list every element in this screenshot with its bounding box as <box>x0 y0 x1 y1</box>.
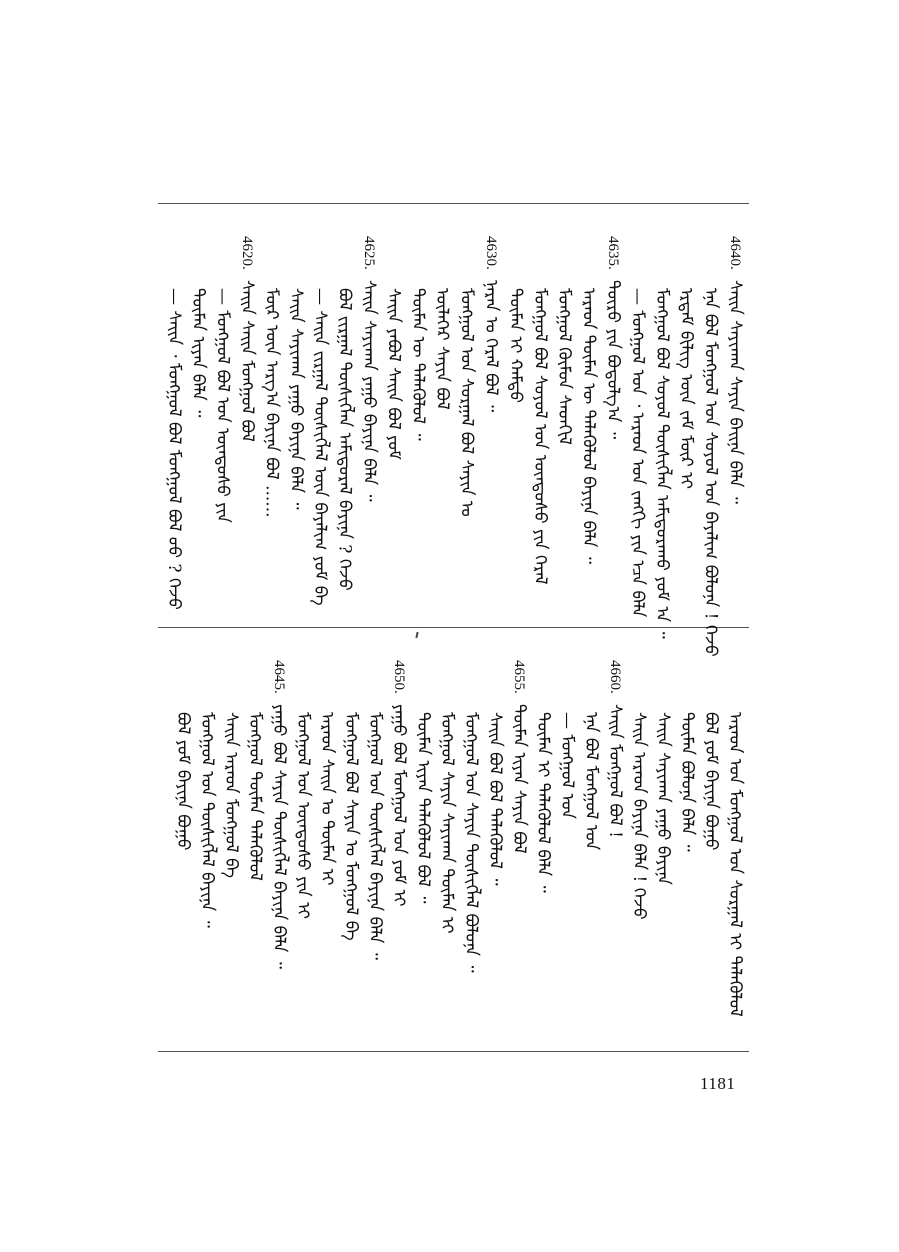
line-text: ᠮᠣᠩᠭᠣᠯ ᠤᠨ ᠰᠠᠶᠢᠨ ᠲᠦᠰᠢᠭᠯᠡᠯ ᠪᠣᠯᠤᠨᠠ ᠃ <box>461 712 481 973</box>
line-text: ᠮᠣᠩᠭᠣᠯ ᠲᠦᠮᠡᠨ ᠲᠡᠯᠡᠭᠦᠯᠦᠯ <box>245 712 265 881</box>
verse-line <box>652 660 674 885</box>
line-text: — ᠮᠣᠩᠭᠣᠯ ᠤᠨ ᠂ ᠠᠷᠠᠳ ᠤᠨ ᠵᠠᠩᠬᠢ ᠶᠢᠨ ᠡᠴᠡ ᠪᠡᠯᠡ <box>627 288 648 618</box>
verse-line <box>456 236 478 517</box>
verse-line <box>316 660 338 886</box>
verse-line <box>358 236 380 501</box>
line-text: ᠰᠠᠢᠨ ᠪᠣᠯ ᠪᠣᠯ ᠲᠡᠯᠡᠭᠦᠯᠦᠯ ᠃ <box>485 712 505 886</box>
line-text: ᠮᠣᠩᠭᠣᠯ ᠤᠨ ᠲᠦᠰᠢᠭᠯᠡᠯ ᠪᠠᠶᠢᠨᠠ ᠃ <box>197 712 217 928</box>
verse-line <box>244 660 266 881</box>
verse-line <box>334 236 356 591</box>
line-text: ᠠᠷᠠᠳ ᠰᠠᠢᠨ ᠤ ᠲᠦᠮᠡᠨ ᠢ <box>317 712 337 886</box>
verse-line <box>292 660 314 919</box>
verse-line <box>484 660 506 886</box>
verse-line <box>163 236 185 610</box>
verse-line <box>700 236 722 657</box>
verse-line <box>187 236 209 417</box>
line-text: ᠪᠣᠯ ᠵᠢᠷᠭᠠᠯ ᠲᠦᠰᠢᠭᠯᠡᠨ ᠠᠮᠢᠳᠤᠷᠠᠯ ᠪᠠᠶᠢᠨᠠ ? ᠭᠡᠵᠦ <box>334 288 355 591</box>
verse-line <box>578 236 600 564</box>
line-text: ᠰᠠᠢᠨ ᠶᠠᠪᠤᠯ ᠰᠠᠢᠨ ᠪᠣᠯ ᠶᠤᠮ <box>383 288 404 460</box>
line-text: ᠦᠯᠡᠬᠡᠷ ᠰᠠᠶᠢᠨ ᠪᠣᠯ <box>432 288 453 410</box>
line-text: ᠲᠦᠮᠡᠨ ᠢᠶᠡᠨ ᠪᠡᠯᠡ ᠃ <box>188 288 209 418</box>
verse-line <box>529 236 551 585</box>
verse-line <box>340 660 362 941</box>
verse-line <box>480 236 502 412</box>
verse-line <box>268 660 290 969</box>
verse-line <box>602 236 624 439</box>
verse-line <box>412 660 434 904</box>
verse-line <box>700 660 722 851</box>
verse-line <box>553 236 575 445</box>
line-text: ᠲᠥᠷᠦ ᠶᠢᠨ ᠪᠣᠳᠣᠯᠭ᠎ᠠ ᠃ <box>603 279 623 439</box>
ink-mark <box>415 632 418 638</box>
line-number: 4655. <box>511 660 527 694</box>
line-text: ᠮᠣᠩᠭᠣᠯ ᠤᠨ ᠦᠨᠳᠦᠰᠦ ᠶᠢᠨ ᠢ <box>293 712 313 919</box>
line-text: ᠰᠠᠢᠨ ᠰᠠᠶᠢᠬᠠᠨ ᠶᠠᠭᠤ ᠪᠠᠶᠢᠨᠠ ᠪᠡᠯᠡ ᠃ <box>285 288 306 510</box>
line-number: 4620. <box>239 236 255 270</box>
verse-line <box>364 660 386 960</box>
line-text: ᠰᠠᠢᠨ ᠠᠷᠠᠳ ᠪᠠᠶᠢᠨᠠ ᠪᠡᠯᠡ ! ᠭᠡᠵᠦ <box>629 712 649 920</box>
line-text: ᠰᠠᠢᠨ ᠰᠠᠶᠢᠬᠠᠨ ᠶᠠᠭᠤ ᠪᠠᠶᠢᠨᠠ ᠪᠡᠯᠡ ᠃ <box>359 279 379 502</box>
line-text: ᠡᠷᠳᠡᠮ ᠪᠢᠯᠢᠭ ᠦᠨ ᠵᠠᠮ ᠮᠥᠷ ᠢ <box>676 288 697 490</box>
bottom-rule <box>158 1051 749 1052</box>
verse-line <box>236 236 258 442</box>
line-text: ᠠᠷᠠᠳ ᠲᠦᠮᠡᠨ ᠦ ᠲᠡᠯᠡᠭᠦᠯᠦᠯ ᠪᠠᠶᠢᠨᠠ ᠪᠡᠯᠡ ᠃ <box>578 288 599 564</box>
verse-line <box>431 236 453 410</box>
line-text: ᠶᠠᠭᠤ ᠪᠣᠯ ᠮᠣᠩᠭᠣᠯ ᠤᠨ ᠶᠤᠮ ᠢ <box>389 703 409 907</box>
verse-line <box>676 660 698 852</box>
line-number: 4625. <box>361 236 377 270</box>
verse-line <box>196 660 218 928</box>
line-text: ᠪᠣᠯ ᠶᠤᠮ ᠪᠠᠶᠢᠨᠠ ᠪᠣᠭᠣ <box>173 712 193 851</box>
verse-line <box>651 236 673 639</box>
verse-line <box>724 236 746 504</box>
top-rule <box>158 203 749 204</box>
verse-line <box>407 236 429 441</box>
line-number: 4650. <box>391 660 407 694</box>
line-number: 4660. <box>607 660 623 694</box>
line-text: — ᠮᠣᠩᠭᠣᠯ ᠤᠨ <box>557 712 577 819</box>
line-text: ᠰᠠᠢᠨ ᠰᠠᠢᠨ ᠮᠣᠩᠭᠣᠯ ᠪᠣᠯ <box>237 279 257 442</box>
verse-line <box>309 236 331 606</box>
verse-line <box>285 236 307 510</box>
line-text: ᠮᠣᠩᠭᠣᠯ ᠪᠣᠯ ᠰᠣᠶᠣᠯ ᠲᠦᠰᠢᠭᠯᠡᠨ ᠠᠮᠢᠳᠤᠷᠠᠬᠤ ᠶᠤᠮ ᠠ ᠃ <box>651 288 672 639</box>
verse-line <box>436 660 458 934</box>
line-text: ᠰᠠᠢᠨ ᠰᠠᠶᠢᠬᠠᠨ ᠰᠠᠶᠢᠨ ᠪᠠᠢᠨᠠ ᠪᠡᠯᠡ ᠃ <box>725 279 745 504</box>
line-text: ᠠᠷᠠᠳ ᠤᠨ ᠮᠣᠩᠭᠣᠯ ᠤᠨ ᠰᠤᠷᠭᠠᠯ ᠢ ᠲᠡᠯᠡᠭᠦᠯᠦᠯ <box>725 712 745 1017</box>
line-text: ᠮᠣᠩᠭᠣᠯ ᠰᠠᠶᠢᠨ ᠰᠠᠶᠢᠬᠠᠨ ᠲᠦᠮᠡᠨ ᠢ <box>437 712 457 934</box>
line-text: — ᠰᠠᠢᠨ ᠂ ᠮᠣᠩᠭᠣᠯ ᠪᠣᠯ ᠮᠣᠩᠭᠣᠯ ᠪᠣᠯ ᠤᠤ ? ᠭᠡᠵᠦ <box>163 288 184 610</box>
line-text: ᠶᠠᠭᠤ ᠪᠣᠯ ᠰᠠᠶᠢᠨ ᠲᠦᠰᠢᠭᠯᠡᠯ ᠪᠠᠶᠢᠨᠠ ᠪᠡᠯᠡ ᠃ <box>269 703 289 969</box>
line-text: ᠪᠣᠯ ᠶᠤᠮ ᠪᠠᠶᠢᠨᠠ ᠪᠣᠭᠣ <box>701 712 721 851</box>
verse-line <box>388 660 410 906</box>
verse-line <box>604 660 626 838</box>
line-number: 4645. <box>271 660 287 694</box>
line-text: ᠲᠦᠮᠡᠨ ᠪᠣᠯᠤᠨᠠ ᠪᠡᠯᠡ ᠃ <box>677 712 697 852</box>
line-text: ᠮᠣᠩᠭᠣᠯ ᠪᠣᠯ ᠰᠣᠶᠣᠯ ᠤᠨ ᠦᠨᠳᠦᠰᠦ ᠶᠢᠨ ᠭᠡᠷᠡᠯ <box>529 288 550 585</box>
verse-line <box>675 236 697 489</box>
line-text: ᠮᠣᠩᠭᠣᠯ ᠬᠦᠮᠦᠨ ᠰᠡᠳᠬᠢᠯ <box>554 288 575 445</box>
line-text: ᠲᠦᠮᠡᠨ ᠢ ᠬᠠᠮᠲᠤ <box>505 288 526 404</box>
verse-line <box>260 236 282 518</box>
verse-line <box>626 236 648 617</box>
line-text: ᠨᠠᠷᠠᠨ ᠤ ᠭᠡᠷᠡᠯ ᠪᠣᠯ ᠃ <box>481 279 501 412</box>
verse-line <box>724 660 746 1017</box>
line-number: 4640. <box>727 236 743 270</box>
verse-line <box>504 236 526 403</box>
line-text: — ᠮᠣᠩᠭᠣᠯ ᠪᠣᠯ ᠤᠨ ᠦᠨᠳᠦᠰᠦ ᠶᠢᠨ <box>212 288 233 523</box>
verse-line <box>220 660 242 878</box>
line-text: ᠮᠣᠩᠭᠣᠯ ᠤᠨ ᠲᠦᠰᠢᠭᠯᠡᠯ ᠪᠠᠶᠢᠨᠠ ᠪᠡᠯᠡ ᠃ <box>365 712 385 960</box>
verse-line <box>532 660 554 893</box>
verse-line <box>580 660 602 850</box>
line-text: ᠰᠠᠢᠨ ᠠᠷᠠᠳ ᠮᠣᠩᠭᠣᠯ ᠪᠠ <box>221 712 241 878</box>
line-text: ᠮᠣᠩᠭᠣᠯ ᠪᠣᠯ ᠰᠠᠶᠢᠨ ᠤ ᠮᠣᠩᠭᠣᠯ ᠪᠠ <box>341 712 361 941</box>
line-text: ᠡᠨᠡ ᠪᠣᠯ ᠮᠣᠩᠭᠣᠯ ᠤᠨ ᠰᠣᠶᠣᠯ ᠤᠨ ᠪᠠᠶᠠᠯᠢᠭ ᠪᠣᠯᠤᠨᠠ ! ᠭᠡᠵᠦ <box>700 288 721 657</box>
line-number: 4630. <box>483 236 499 270</box>
verse-line <box>508 660 530 853</box>
line-text: ᠡᠨᠡ ᠪᠣᠯ ᠮᠣᠩᠭᠣᠯ ᠤᠨ <box>581 712 601 851</box>
line-text: ᠮᠥᠷ ᠦᠨ ᠠᠷᠭ᠎ᠠ ᠪᠠᠶᠢᠨᠠ ᠪᠣᠯ ...... <box>261 288 282 518</box>
line-text: ᠮᠣᠩᠭᠣᠯ ᠤᠨ ᠰᠤᠷᠭᠠᠯ ᠪᠣᠯ ᠰᠠᠶᠢᠨ ᠤ <box>456 288 477 517</box>
verse-line <box>460 660 482 973</box>
line-text: ᠲᠦᠮᠡᠨ ᠢ ᠲᠡᠯᠡᠭᠦᠯᠦᠯ ᠪᠡᠯᠡ ᠃ <box>533 712 553 893</box>
line-text: ᠰᠠᠢᠨ ᠮᠣᠩᠭᠣᠯ ᠪᠣᠯ ! <box>605 703 625 838</box>
verse-line <box>628 660 650 920</box>
verse-line <box>382 236 404 460</box>
verse-line <box>556 660 578 819</box>
line-text: — ᠰᠠᠢᠨ ᠵᠢᠷᠭᠠᠯ ᠲᠦᠰᠢᠭᠯᠡᠯ ᠦᠨ ᠪᠠᠶᠠᠯᠢᠭ ᠶᠤᠮ ᠪᠠ <box>310 288 331 606</box>
line-number: 4635. <box>605 236 621 270</box>
line-text: ᠲᠦᠮᠡᠨ ᠢᠶᠡᠨ ᠲᠡᠯᠡᠭᠦᠯᠦᠯ ᠪᠣᠯ ᠃ <box>413 712 433 904</box>
page-number: 1181 <box>700 1074 736 1093</box>
line-text: ᠲᠦᠮᠡᠨ ᠦ ᠲᠡᠯᠡᠭᠦᠯᠦᠯ ᠃ <box>407 288 428 441</box>
line-text: ᠰᠠᠢᠨ ᠰᠠᠶᠢᠬᠠᠨ ᠶᠠᠭᠤ ᠪᠠᠶᠢᠨᠠ <box>653 712 673 885</box>
verse-line <box>172 660 194 851</box>
line-text: ᠲᠦᠮᠡᠨ ᠢᠶᠡᠨ ᠰᠠᠶᠢᠨ ᠪᠣᠯ <box>509 703 529 854</box>
verse-line <box>212 236 234 523</box>
